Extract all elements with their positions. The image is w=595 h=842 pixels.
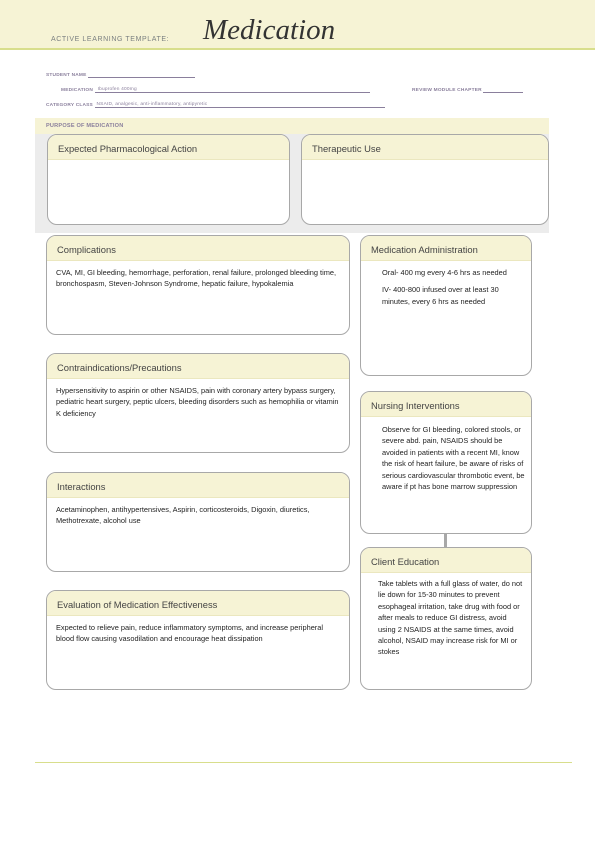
review-module-field[interactable] <box>483 87 523 93</box>
therapeutic-use-box <box>301 134 549 225</box>
client-education-title: Client Education <box>361 548 531 573</box>
medication-field[interactable]: Ibuprofen 400mg <box>95 87 370 93</box>
contraindications-text[interactable]: Hypersensitivity to aspirin or other NSAIDS, pain with coronary artery bypass surgery, pediatric heart surgery, peptic ulcers, bleeding disorders such as hemophilia or vitamin K deficiency <box>56 386 339 418</box>
client-education-text[interactable]: Take tablets with a full glass of water, do not lie down for 15-30 minutes to prevent esophageal irritation, take drug with food or after meals to reduce GI distress, avoid using 2 NSAIDS at the same times, avoid alcohol, NSAID may increase risk for MI or stokes <box>378 579 523 657</box>
nursing-interventions-title: Nursing Interventions <box>361 392 531 417</box>
administration-item-oral: Oral- 400 mg every 4-6 hrs as needed <box>382 268 507 277</box>
client-education-box <box>360 547 532 690</box>
expected-action-box <box>47 134 290 225</box>
medication-label: MEDICATION <box>61 88 94 93</box>
expected-action-field[interactable] <box>48 160 289 166</box>
student-name-field[interactable] <box>88 72 195 78</box>
medication-row <box>61 87 370 93</box>
complications-text[interactable]: CVA, MI, GI bleeding, hemorrhage, perforation, renal failure, prolonged bleeding time, bronchospasm, Steven-Johnson Syndrome, hepatic failure, hypokalemia <box>56 268 337 289</box>
student-name-row <box>46 72 195 78</box>
template-header <box>0 0 595 50</box>
expected-action-title: Expected Pharmacological Action <box>48 135 289 160</box>
medication-administration-title: Medication Administration <box>361 236 531 261</box>
evaluation-box <box>46 590 350 690</box>
evaluation-text[interactable]: Expected to relieve pain, reduce inflammatory symptoms, and increase peripheral blood flow causing vasodilation and encourage heat dissipation <box>56 623 324 644</box>
template-label: ACTIVE LEARNING TEMPLATE: <box>51 36 170 43</box>
complications-title: Complications <box>47 236 349 261</box>
box-connector <box>444 533 447 547</box>
administration-item-iv: IV- 400-800 infused over at least 30 minutes, every 6 hrs as needed <box>382 285 499 306</box>
purpose-label: PURPOSE OF MEDICATION <box>46 123 124 129</box>
contraindications-box <box>46 353 350 453</box>
complications-box <box>46 235 350 335</box>
student-name-label: STUDENT NAME <box>46 73 87 78</box>
category-row <box>46 102 385 108</box>
category-field[interactable]: NSAID, analgesic, anti-inflammatory, antipyretic <box>95 102 385 108</box>
medication-administration-box <box>360 235 532 376</box>
review-module-row <box>412 87 523 93</box>
interactions-box <box>46 472 350 572</box>
category-label: CATEGORY CLASS <box>46 103 93 108</box>
interactions-title: Interactions <box>47 473 349 498</box>
nursing-interventions-box <box>360 391 532 534</box>
review-module-label: REVIEW MODULE CHAPTER <box>412 88 482 93</box>
nursing-interventions-text[interactable]: Observe for GI bleeding, colored stools, or severe abd. pain, NSAIDS should be avoided in patients with a recent MI, know the risk of heart failure, be aware of risks of serious cardiovascular thrombotic event, be aware if pt has bone marrow suppression <box>382 425 525 492</box>
therapeutic-use-title: Therapeutic Use <box>302 135 548 160</box>
therapeutic-use-field[interactable] <box>302 160 548 166</box>
medication-administration-text[interactable] <box>361 261 531 307</box>
evaluation-title: Evaluation of Medication Effectiveness <box>47 591 349 616</box>
contraindications-title: Contraindications/Precautions <box>47 354 349 379</box>
footer-divider <box>35 762 572 763</box>
interactions-text[interactable]: Acetaminophen, antihypertensives, Aspirin, corticosteroids, Digoxin, diuretics, Methotrexate, alcohol use <box>56 505 310 526</box>
page-title: Medication <box>203 14 336 46</box>
